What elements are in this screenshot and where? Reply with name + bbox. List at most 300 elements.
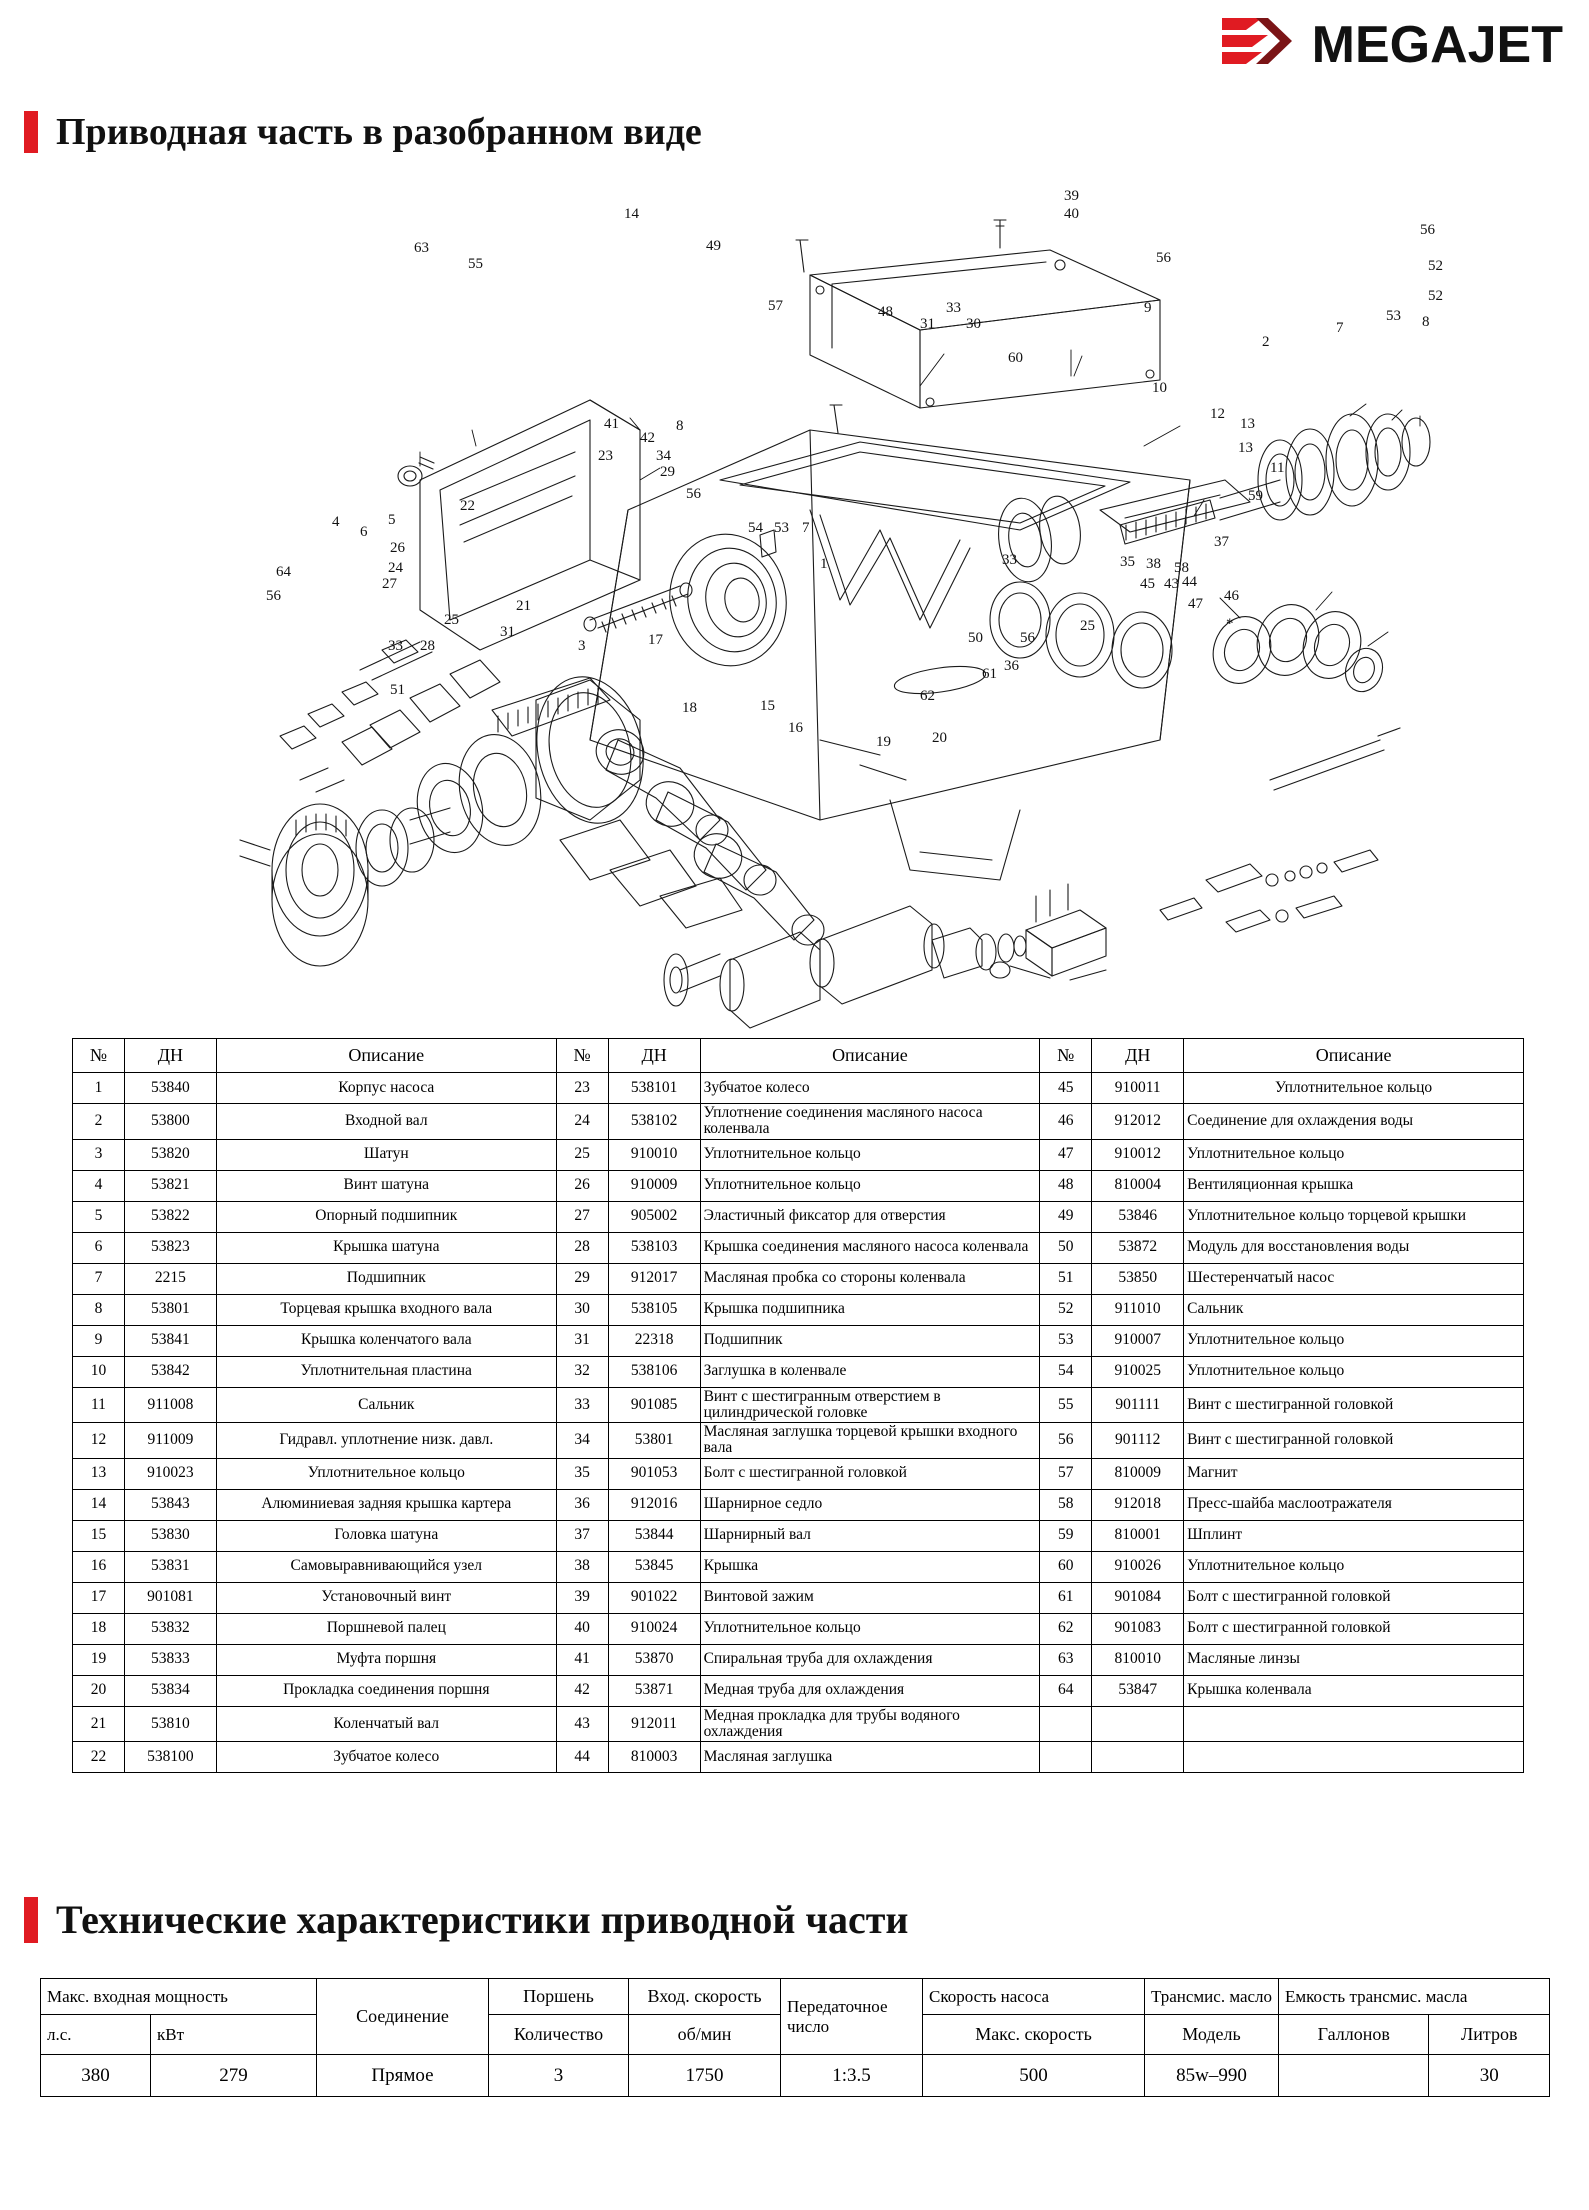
part-no: 59 <box>1040 1520 1092 1551</box>
col-desc-header-3: Описание <box>1184 1039 1524 1073</box>
part-no: 34 <box>556 1423 608 1459</box>
part-dn: 538106 <box>608 1356 700 1387</box>
part-no: 4 <box>73 1170 125 1201</box>
part-no: 8 <box>73 1294 125 1325</box>
part-desc: Уплотнение соединения масляного насоса коленвала <box>700 1104 1040 1140</box>
part-desc: Коленчатый вал <box>216 1706 556 1742</box>
spec-oil-capacity-label: Емкость трансмис. масла <box>1279 1979 1550 2015</box>
part-dn: 53842 <box>124 1356 216 1387</box>
svg-text:44: 44 <box>1182 574 1197 590</box>
part-no: 35 <box>556 1458 608 1489</box>
part-dn: 911008 <box>124 1387 216 1423</box>
svg-text:29: 29 <box>660 464 675 480</box>
part-no: 30 <box>556 1294 608 1325</box>
part-desc: Шплинт <box>1184 1520 1524 1551</box>
specs-title: Технические характеристики приводной части <box>56 1897 909 1942</box>
part-no: 38 <box>556 1551 608 1582</box>
part-dn: 53831 <box>124 1551 216 1582</box>
table-row <box>73 1263 1524 1294</box>
svg-text:37: 37 <box>1214 534 1229 550</box>
svg-text:2: 2 <box>1262 334 1270 350</box>
part-dn: 53850 <box>1092 1263 1184 1294</box>
svg-text:63: 63 <box>414 240 429 256</box>
table-row <box>73 1520 1524 1551</box>
part-desc: Шарнирный вал <box>700 1520 1040 1551</box>
svg-text:61: 61 <box>982 666 997 682</box>
part-no: 32 <box>556 1356 608 1387</box>
part-dn: 53870 <box>608 1644 700 1675</box>
svg-text:56: 56 <box>1156 250 1171 266</box>
part-no: 39 <box>556 1582 608 1613</box>
part-desc: Торцевая крышка входного вала <box>216 1294 556 1325</box>
part-no: 47 <box>1040 1139 1092 1170</box>
part-no: 11 <box>73 1387 125 1423</box>
part-desc: Крышка соединения масляного насоса коленвала <box>700 1232 1040 1263</box>
specs-header-row <box>41 1979 1550 2015</box>
svg-text:31: 31 <box>920 316 935 332</box>
table-row <box>73 1170 1524 1201</box>
part-no: 61 <box>1040 1582 1092 1613</box>
svg-text:26: 26 <box>390 540 405 556</box>
spec-trans-oil-label: Трансмис. масло <box>1145 1979 1279 2015</box>
part-no: 53 <box>1040 1325 1092 1356</box>
spec-kw-label: кВт <box>151 2015 317 2055</box>
part-desc: Винт с шестигранной головкой <box>1184 1387 1524 1423</box>
table-row <box>73 1489 1524 1520</box>
part-no: 12 <box>73 1423 125 1459</box>
part-desc: Крышка подшипника <box>700 1294 1040 1325</box>
svg-text:19: 19 <box>876 734 891 750</box>
svg-text:7: 7 <box>1336 320 1344 336</box>
svg-text:50: 50 <box>968 630 983 646</box>
part-desc: Пресс-шайба маслоотражателя <box>1184 1489 1524 1520</box>
svg-text:17: 17 <box>648 632 663 648</box>
part-desc: Болт с шестигранной головкой <box>700 1458 1040 1489</box>
spec-model-value: 85w–990 <box>1145 2055 1279 2097</box>
part-dn: 53871 <box>608 1675 700 1706</box>
part-desc: Масляная пробка со стороны коленвала <box>700 1263 1040 1294</box>
part-dn: 910011 <box>1092 1073 1184 1104</box>
svg-text:42: 42 <box>640 430 655 446</box>
part-no: 56 <box>1040 1423 1092 1459</box>
svg-text:56: 56 <box>686 486 701 502</box>
part-no: 48 <box>1040 1170 1092 1201</box>
svg-text:40: 40 <box>1064 206 1079 222</box>
svg-text:30: 30 <box>966 316 981 332</box>
part-desc: Уплотнительное кольцо <box>700 1613 1040 1644</box>
part-desc: Опорный подшипник <box>216 1201 556 1232</box>
svg-text:5: 5 <box>388 512 396 528</box>
spec-kw-value: 279 <box>151 2055 317 2097</box>
red-accent-bar <box>24 111 38 153</box>
part-desc: Уплотнительное кольцо <box>700 1139 1040 1170</box>
svg-text:47: 47 <box>1188 596 1203 612</box>
svg-text:36: 36 <box>1004 658 1019 674</box>
part-dn: 910010 <box>608 1139 700 1170</box>
col-no-header-3: № <box>1040 1039 1092 1073</box>
table-row <box>73 1104 1524 1140</box>
part-desc: Магнит <box>1184 1458 1524 1489</box>
svg-text:45: 45 <box>1140 576 1155 592</box>
part-no: 7 <box>73 1263 125 1294</box>
spec-connection-label: Соединение <box>317 1979 489 2055</box>
part-desc: Корпус насоса <box>216 1073 556 1104</box>
part-desc: Уплотнительное кольцо <box>1184 1325 1524 1356</box>
part-no: 57 <box>1040 1458 1092 1489</box>
red-accent-bar-2 <box>24 1897 38 1943</box>
part-dn: 912012 <box>1092 1104 1184 1140</box>
part-desc: Уплотнительное кольцо <box>700 1170 1040 1201</box>
svg-text:56: 56 <box>266 588 281 604</box>
part-dn: 53801 <box>608 1423 700 1459</box>
part-desc: Уплотнительная пластина <box>216 1356 556 1387</box>
part-desc: Спиральная труба для охлаждения <box>700 1644 1040 1675</box>
part-dn <box>1092 1706 1184 1742</box>
part-no: 50 <box>1040 1232 1092 1263</box>
table-row <box>73 1551 1524 1582</box>
svg-text:1: 1 <box>820 556 828 572</box>
part-desc: Уплотнительное кольцо <box>1184 1073 1524 1104</box>
table-row <box>73 1644 1524 1675</box>
part-desc: Зубчатое колесо <box>216 1742 556 1773</box>
svg-text:6: 6 <box>360 524 368 540</box>
part-desc: Поршневой палец <box>216 1613 556 1644</box>
part-no: 41 <box>556 1644 608 1675</box>
part-dn: 53821 <box>124 1170 216 1201</box>
spec-input-speed-label: Вход. скорость <box>629 1979 781 2015</box>
part-no: 27 <box>556 1201 608 1232</box>
part-desc: Винт с шестигранным отверстием в цилиндрической головке <box>700 1387 1040 1423</box>
part-dn: 53833 <box>124 1644 216 1675</box>
spec-rpm-label: об/мин <box>629 2015 781 2055</box>
part-desc: Уплотнительное кольцо <box>1184 1551 1524 1582</box>
part-dn: 53846 <box>1092 1201 1184 1232</box>
table-row <box>73 1582 1524 1613</box>
part-desc: Уплотнительное кольцо <box>216 1458 556 1489</box>
part-desc: Головка шатуна <box>216 1520 556 1551</box>
part-dn: 2215 <box>124 1263 216 1294</box>
spec-max-speed-value: 500 <box>923 2055 1145 2097</box>
svg-text:64: 64 <box>276 564 291 580</box>
part-no: 29 <box>556 1263 608 1294</box>
spec-max-input-power-label: Макс. входная мощность <box>41 1979 317 2015</box>
part-no: 16 <box>73 1551 125 1582</box>
part-desc: Гидравл. уплотнение низк. давл. <box>216 1423 556 1459</box>
svg-text:23: 23 <box>598 448 613 464</box>
specs-section-heading <box>24 1896 908 1943</box>
part-no: 52 <box>1040 1294 1092 1325</box>
technical-specs-table <box>40 1978 1550 2097</box>
svg-text:48: 48 <box>878 304 893 320</box>
svg-text:16: 16 <box>788 720 803 736</box>
part-dn: 912017 <box>608 1263 700 1294</box>
svg-text:13: 13 <box>1240 416 1255 432</box>
part-no: 51 <box>1040 1263 1092 1294</box>
col-no-header-2: № <box>556 1039 608 1073</box>
svg-text:9: 9 <box>1144 300 1152 316</box>
table-row <box>73 1675 1524 1706</box>
svg-text:34: 34 <box>656 448 671 464</box>
part-no: 5 <box>73 1201 125 1232</box>
svg-text:15: 15 <box>760 698 775 714</box>
part-no: 63 <box>1040 1644 1092 1675</box>
svg-text:58: 58 <box>1174 560 1189 576</box>
part-desc: Масляная заглушка торцевой крышки входного вала <box>700 1423 1040 1459</box>
part-desc: Прокладка соединения поршня <box>216 1675 556 1706</box>
part-no: 46 <box>1040 1104 1092 1140</box>
part-no: 21 <box>73 1706 125 1742</box>
part-desc: Шатун <box>216 1139 556 1170</box>
part-dn: 901022 <box>608 1582 700 1613</box>
part-dn: 538102 <box>608 1104 700 1140</box>
svg-text:39: 39 <box>1064 188 1079 204</box>
part-dn: 901084 <box>1092 1582 1184 1613</box>
table-row <box>73 1139 1524 1170</box>
table-row <box>73 1294 1524 1325</box>
svg-text:59: 59 <box>1248 488 1263 504</box>
part-desc: Медная прокладка для трубы водяного охлаждения <box>700 1706 1040 1742</box>
spec-hp-label: л.с. <box>41 2015 151 2055</box>
part-dn: 53801 <box>124 1294 216 1325</box>
svg-text:11: 11 <box>1270 460 1285 476</box>
part-no: 9 <box>73 1325 125 1356</box>
spec-rpm-value: 1750 <box>629 2055 781 2097</box>
part-desc: Масляные линзы <box>1184 1644 1524 1675</box>
svg-text:53: 53 <box>774 520 789 536</box>
part-dn: 910026 <box>1092 1551 1184 1582</box>
part-desc: Сальник <box>1184 1294 1524 1325</box>
svg-text:35: 35 <box>1120 554 1135 570</box>
part-desc: Модуль для восстановления воды <box>1184 1232 1524 1263</box>
part-desc: Шестеренчатый насос <box>1184 1263 1524 1294</box>
part-dn: 912016 <box>608 1489 700 1520</box>
part-no: 20 <box>73 1675 125 1706</box>
part-desc: Алюминиевая задняя крышка картера <box>216 1489 556 1520</box>
spec-gear-ratio-value: 1:3.5 <box>781 2055 923 2097</box>
part-dn: 538101 <box>608 1073 700 1104</box>
part-dn: 911010 <box>1092 1294 1184 1325</box>
exploded-view-diagram <box>120 180 1520 1040</box>
svg-text:25: 25 <box>1080 618 1095 634</box>
svg-text:46: 46 <box>1224 588 1239 604</box>
part-dn: 905002 <box>608 1201 700 1232</box>
part-no: 62 <box>1040 1613 1092 1644</box>
part-dn: 910023 <box>124 1458 216 1489</box>
specs-value-row <box>41 2055 1550 2097</box>
svg-text:55: 55 <box>468 256 483 272</box>
part-desc: Крышка коленвала <box>1184 1675 1524 1706</box>
part-desc: Винт шатуна <box>216 1170 556 1201</box>
part-no: 40 <box>556 1613 608 1644</box>
svg-text:21: 21 <box>516 598 531 614</box>
svg-text:24: 24 <box>388 560 403 576</box>
part-dn: 901085 <box>608 1387 700 1423</box>
svg-text:13: 13 <box>1238 440 1253 456</box>
part-no: 22 <box>73 1742 125 1773</box>
svg-text:31: 31 <box>500 624 515 640</box>
part-dn: 53830 <box>124 1520 216 1551</box>
brand-logo <box>1216 14 1563 76</box>
page-title: Приводная часть в разобранном виде <box>56 111 702 153</box>
part-desc <box>1184 1742 1524 1773</box>
part-no: 54 <box>1040 1356 1092 1387</box>
svg-text:8: 8 <box>676 418 684 434</box>
part-dn: 810010 <box>1092 1644 1184 1675</box>
part-dn: 53847 <box>1092 1675 1184 1706</box>
part-desc: Заглушка в коленвале <box>700 1356 1040 1387</box>
table-row <box>73 1387 1524 1423</box>
part-desc: Крышка коленчатого вала <box>216 1325 556 1356</box>
part-no <box>1040 1706 1092 1742</box>
part-dn: 912018 <box>1092 1489 1184 1520</box>
part-dn: 910007 <box>1092 1325 1184 1356</box>
part-dn: 810004 <box>1092 1170 1184 1201</box>
svg-text:7: 7 <box>802 520 810 536</box>
svg-text:52: 52 <box>1428 258 1443 274</box>
part-dn: 53832 <box>124 1613 216 1644</box>
part-desc: Подшипник <box>700 1325 1040 1356</box>
part-no: 58 <box>1040 1489 1092 1520</box>
part-dn: 910012 <box>1092 1139 1184 1170</box>
table-row <box>73 1325 1524 1356</box>
part-dn: 53844 <box>608 1520 700 1551</box>
col-dn-header-1: ДН <box>124 1039 216 1073</box>
spec-gear-ratio-label: Передаточное число <box>781 1979 923 2055</box>
part-desc: Медная труба для охлаждения <box>700 1675 1040 1706</box>
svg-text:4: 4 <box>332 514 340 530</box>
part-dn: 53820 <box>124 1139 216 1170</box>
svg-text:51: 51 <box>390 682 405 698</box>
svg-text:14: 14 <box>624 206 639 222</box>
svg-text:49: 49 <box>706 238 721 254</box>
part-dn: 911009 <box>124 1423 216 1459</box>
table-row <box>73 1201 1524 1232</box>
svg-text:18: 18 <box>682 700 697 716</box>
part-dn: 53843 <box>124 1489 216 1520</box>
part-dn: 901053 <box>608 1458 700 1489</box>
col-desc-header-1: Описание <box>216 1039 556 1073</box>
spec-liters-value: 30 <box>1429 2055 1550 2097</box>
part-no: 64 <box>1040 1675 1092 1706</box>
part-dn: 53823 <box>124 1232 216 1263</box>
part-desc: Подшипник <box>216 1263 556 1294</box>
spec-hp-value: 380 <box>41 2055 151 2097</box>
part-no: 1 <box>73 1073 125 1104</box>
part-desc: Уплотнительное кольцо торцевой крышки <box>1184 1201 1524 1232</box>
spec-max-speed-label: Макс. скорость <box>923 2015 1145 2055</box>
part-no: 55 <box>1040 1387 1092 1423</box>
part-no: 23 <box>556 1073 608 1104</box>
part-desc: Муфта поршня <box>216 1644 556 1675</box>
part-dn: 901081 <box>124 1582 216 1613</box>
part-no: 6 <box>73 1232 125 1263</box>
part-no: 19 <box>73 1644 125 1675</box>
part-no: 17 <box>73 1582 125 1613</box>
part-no: 18 <box>73 1613 125 1644</box>
svg-text:53: 53 <box>1386 308 1401 324</box>
part-dn: 53845 <box>608 1551 700 1582</box>
part-no: 43 <box>556 1706 608 1742</box>
svg-text:57: 57 <box>768 298 783 314</box>
table-row <box>73 1613 1524 1644</box>
part-desc: Сальник <box>216 1387 556 1423</box>
svg-text:33: 33 <box>1002 552 1017 568</box>
part-no: 24 <box>556 1104 608 1140</box>
part-desc: Зубчатое колесо <box>700 1073 1040 1104</box>
part-no: 33 <box>556 1387 608 1423</box>
part-no: 60 <box>1040 1551 1092 1582</box>
part-no <box>1040 1742 1092 1773</box>
part-dn: 901112 <box>1092 1423 1184 1459</box>
svg-text:56: 56 <box>1420 222 1435 238</box>
svg-text:41: 41 <box>604 416 619 432</box>
svg-text:33: 33 <box>946 300 961 316</box>
part-dn: 538100 <box>124 1742 216 1773</box>
part-no: 10 <box>73 1356 125 1387</box>
parts-list-table <box>72 1038 1524 1773</box>
part-dn: 53834 <box>124 1675 216 1706</box>
svg-text:52: 52 <box>1428 288 1443 304</box>
part-desc: Винтовой зажим <box>700 1582 1040 1613</box>
part-no: 42 <box>556 1675 608 1706</box>
part-desc: Уплотнительное кольцо <box>1184 1356 1524 1387</box>
table-row <box>73 1232 1524 1263</box>
svg-text:3: 3 <box>578 638 586 654</box>
part-dn: 910024 <box>608 1613 700 1644</box>
svg-text:27: 27 <box>382 576 397 592</box>
svg-text:60: 60 <box>1008 350 1023 366</box>
part-dn: 53810 <box>124 1706 216 1742</box>
part-no: 36 <box>556 1489 608 1520</box>
table-row <box>73 1742 1524 1773</box>
part-dn: 538103 <box>608 1232 700 1263</box>
part-desc: Соединение для охлаждения воды <box>1184 1104 1524 1140</box>
part-desc: Самовыравнивающийся узел <box>216 1551 556 1582</box>
svg-text:12: 12 <box>1210 406 1225 422</box>
part-desc: Винт с шестигранной головкой <box>1184 1423 1524 1459</box>
part-desc: Вентиляционная крышка <box>1184 1170 1524 1201</box>
table-row <box>73 1423 1524 1459</box>
part-desc: Болт с шестигранной головкой <box>1184 1613 1524 1644</box>
brand-name: MEGAJET <box>1311 16 1563 74</box>
spec-connection-value: Прямое <box>317 2055 489 2097</box>
table-row <box>73 1458 1524 1489</box>
part-dn: 810009 <box>1092 1458 1184 1489</box>
part-dn: 53840 <box>124 1073 216 1104</box>
spec-gallons-label: Галлонов <box>1279 2015 1429 2055</box>
part-no: 44 <box>556 1742 608 1773</box>
part-dn: 910009 <box>608 1170 700 1201</box>
svg-text:10: 10 <box>1152 380 1167 396</box>
svg-text:43: 43 <box>1164 576 1179 592</box>
svg-text:20: 20 <box>932 730 947 746</box>
part-desc: Болт с шестигранной головкой <box>1184 1582 1524 1613</box>
svg-text:54: 54 <box>748 520 763 536</box>
svg-text:25: 25 <box>444 612 459 628</box>
svg-text:*: * <box>1226 616 1234 632</box>
part-no: 28 <box>556 1232 608 1263</box>
part-no: 25 <box>556 1139 608 1170</box>
part-dn: 901083 <box>1092 1613 1184 1644</box>
table-row <box>73 1356 1524 1387</box>
svg-text:28: 28 <box>420 638 435 654</box>
part-dn: 810003 <box>608 1742 700 1773</box>
col-no-header-1: № <box>73 1039 125 1073</box>
part-desc: Шарнирное седло <box>700 1489 1040 1520</box>
part-dn: 910025 <box>1092 1356 1184 1387</box>
table-row <box>73 1073 1524 1104</box>
part-desc: Входной вал <box>216 1104 556 1140</box>
